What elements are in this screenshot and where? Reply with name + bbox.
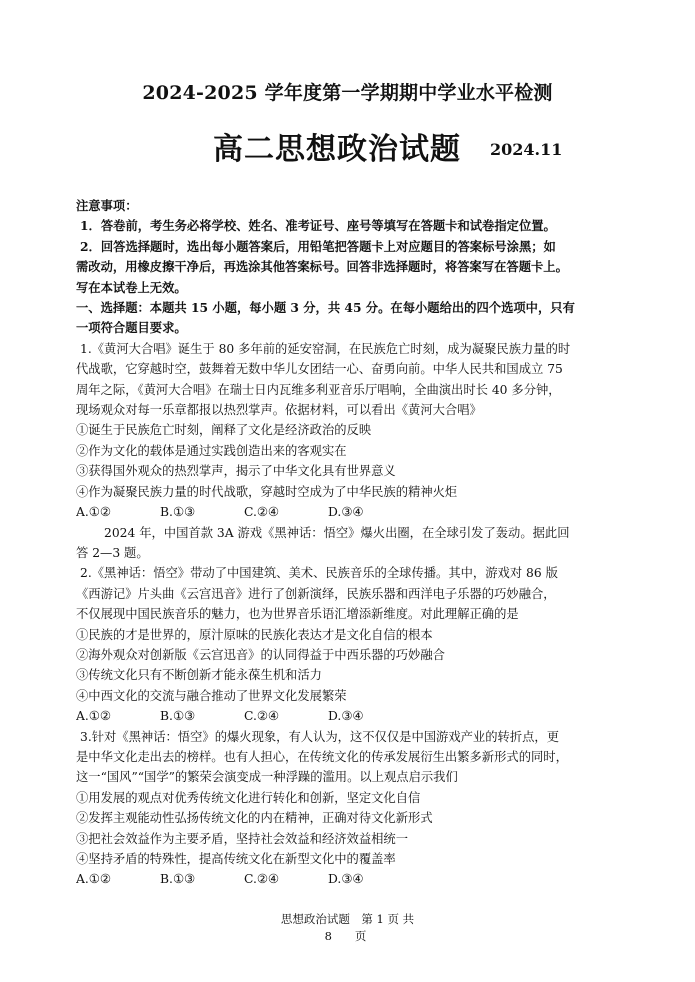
- notice-item-1: 1．答卷前，考生务必将学校、姓名、准考证号、座号等填写在答题卡和试卷指定位置。: [80, 218, 556, 234]
- q2-stem-line: 不仅展现中国民族音乐的魅力，也为世界音乐语汇增添新维度。对此理解正确的是: [76, 607, 519, 622]
- q2-option-d: D.③④: [328, 709, 364, 724]
- q2-option-a: A.①②: [76, 709, 111, 724]
- q2-option-c: C.②④: [244, 709, 279, 724]
- q3-options: [76, 869, 625, 889]
- q1-option-c: C.②④: [244, 505, 279, 520]
- q2-item: ④中西文化的交流与融合推动了世界文化发展繁荣: [76, 688, 347, 703]
- material-line-2: 答 2—3 题。: [76, 545, 149, 560]
- q1-item: ④作为凝聚民族力量的时代战歌，穿越时空成为了中华民族的精神火炬: [76, 484, 458, 499]
- q1-option-a: A.①②: [76, 505, 111, 520]
- q3-stem-line: 是中华文化走出去的榜样。也有人担心，在传统文化的传承发展衍生出繁多新形式的同时，: [76, 749, 568, 764]
- section-heading-line-2: 一项符合题目要求。: [76, 320, 187, 336]
- q2-item: ①民族的才是世界的，原汁原味的民族化表达才是文化自信的根本: [76, 627, 433, 642]
- section-heading-line-1: 一、选择题：本题共 15 小题，每小题 3 分，共 45 分。在每小题给出的四个选项中，只有: [76, 300, 575, 316]
- q3-stem-line: 这一“国风”“国学”的繁荣会演变成一种浮躁的滥用。以上观点启示我们: [76, 770, 458, 785]
- q3-option-a: A.①②: [76, 872, 111, 887]
- q3-item: ④坚持矛盾的特殊性，提高传统文化在新型文化中的覆盖率: [76, 852, 396, 866]
- notice-item-2-line-2: 需改动，用橡皮擦干净后，再选涂其他答案标号。回答非选择题时，将答案写在答题卡上。: [76, 259, 568, 275]
- q2-item: ③传统文化只有不断创新才能永葆生机和活力: [76, 668, 322, 683]
- notice-item-2-line-3: 写在本试卷上无效。: [76, 279, 187, 295]
- material-line-1: 2024 年，中国首款 3A 游戏《黑神话：悟空》爆火出圈，在全球引发了轰动。据此回: [104, 525, 570, 540]
- q3-option-d: D.③④: [328, 872, 364, 887]
- q1-item: ③获得国外观众的热烈掌声，揭示了中华文化具有世界意义: [76, 464, 396, 479]
- exam-title: 2024-2025 学年度第一学期期中学业水平检测: [142, 82, 553, 104]
- q3-item: ③把社会效益作为主要矛盾，坚持社会效益和经济效益相统一: [76, 831, 409, 846]
- q2-item: ②海外观众对创新版《云宫迅音》的认同得益于中西乐器的巧妙融合: [76, 647, 445, 662]
- q2-option-b: B.①③: [160, 709, 195, 724]
- q3-item: ①用发展的观点对优秀传统文化进行转化和创新，坚定文化自信: [76, 790, 421, 805]
- page-footer-line-1: 思想政治试题 第 1 页 共: [280, 912, 415, 926]
- q3-option-b: B.①③: [160, 872, 195, 887]
- q1-stem-line: 代战歌，它穿越时空，鼓舞着无数中华儿女团结一心、奋勇向前。中华人民共和国成立 75: [76, 362, 563, 377]
- q2-stem-line: 2.《黑神话：悟空》带动了中国建筑、美术、民族音乐的全球传播。其中，游戏对 86 版: [80, 566, 558, 581]
- subject-title: 高二思想政治试题: [213, 132, 461, 167]
- exam-date: 2024.11: [490, 140, 563, 159]
- q2-stem-line: 《西游记》片头曲《云宫迅音》进行了创新演绎，民族乐器和西洋电子乐器的巧妙融合，: [76, 586, 556, 601]
- q3-item: ②发挥主观能动性弘扬传统文化的内在精神，正确对待文化新形式: [76, 811, 433, 826]
- notice-heading: 注意事项：: [76, 198, 138, 213]
- exam-body: [76, 196, 625, 890]
- q1-stem-line: 周年之际，《黄河大合唱》在瑞士日内瓦维多利亚音乐厅唱响，全曲演出时长 40 多分钟，: [76, 382, 561, 397]
- q3-stem-line: 3.针对《黑神话：悟空》的爆火现象，有人认为，这不仅仅是中国游戏产业的转折点，更: [80, 729, 560, 744]
- q1-item: ①诞生于民族危亡时刻，阐释了文化是经济政治的反映: [76, 423, 372, 438]
- q1-stem-line: 现场观众对每一乐章都报以热烈掌声。依据材料，可以看出《黄河大合唱》: [76, 403, 482, 418]
- q1-options: [76, 502, 625, 522]
- notice-item-2-line-1: 2．回答选择题时，选出每小题答案后，用铅笔把答题卡上对应题目的答案标号涂黑；如: [80, 238, 556, 254]
- page-footer-line-2: 8 页: [324, 929, 367, 943]
- q1-item: ②作为文化的载体是通过实践创造出来的客观实在: [76, 443, 347, 458]
- q1-option-d: D.③④: [328, 505, 364, 520]
- q2-options: [76, 706, 625, 726]
- q3-option-c: C.②④: [244, 872, 279, 887]
- q1-stem-line: 1.《黄河大合唱》诞生于 80 多年前的延安窑洞，在民族危亡时刻，成为凝聚民族力量的时: [80, 341, 571, 356]
- q1-option-b: B.①③: [160, 505, 195, 520]
